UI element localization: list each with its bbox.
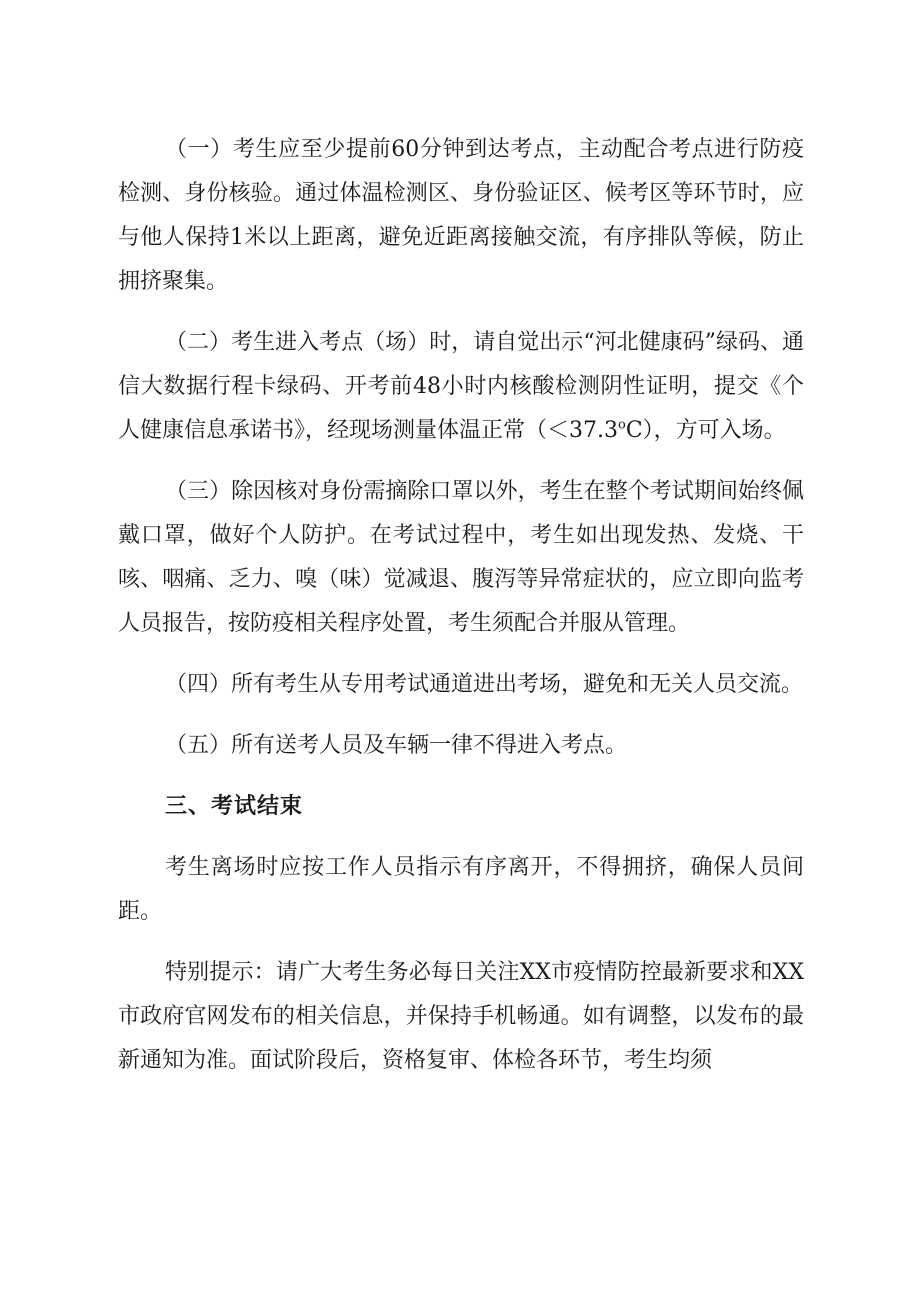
paragraph-escort-restriction: （五）所有送考人员及车辆一律不得进入考点。 [165,733,628,758]
paragraph-entry-text-a: （二）考生进入考点（场）时，请自觉出示“河北健康码”绿码、通信大数据行程卡绿码、开考前48小时内核酸检测阴性证明，提交《个人健康信息承诺书》，经现场测量体温正常（＜37.3 [118,330,804,443]
paragraph-dedicated-channel: （四）所有考生从专用考试通道进出考场，避免和无关人员交流。 [165,672,804,697]
paragraph-mask-protection: （三）除因核对身份需摘除口罩以外，考生在整个考试期间始终佩戴口罩，做好个人防护。在考试过程中，考生如出现发热、发烧、干咳、咽痛、乏力、嗅（味）觉减退、腹泻等异常症状的，应立即向监考人员报告，按防疫相关程序处置，考生须配合并服从管理。 [118,479,804,636]
degree-superscript: o [618,417,626,433]
paragraph-special-notice: 特别提示：请广大考生务必每日关注XX市疫情防控最新要求和XX市政府官网发布的相关信息，并保持手机畅通。如有调整，以发布的最新通知为准。面试阶段后，资格复审、体检各环节，考生均须 [118,960,804,1073]
paragraph-entry-text-b: C），方可入场。 [625,418,786,443]
document-page [118,128,804,1100]
section-heading-exam-end: 三、考试结束 [165,794,304,819]
paragraph-arrival: （一）考生应至少提前60分钟到达考点，主动配合考点进行防疫检测、身份核验。通过体温检测区、身份验证区、候考区等环节时，应与他人保持1米以上距离，避免近距离接触交流，有序排队等候，防止拥挤聚集。 [118,137,804,294]
paragraph-leaving: 考生离场时应按工作人员指示有序离开，不得拥挤，确保人员间距。 [118,855,804,924]
paragraph-entry-requirements [118,321,804,453]
